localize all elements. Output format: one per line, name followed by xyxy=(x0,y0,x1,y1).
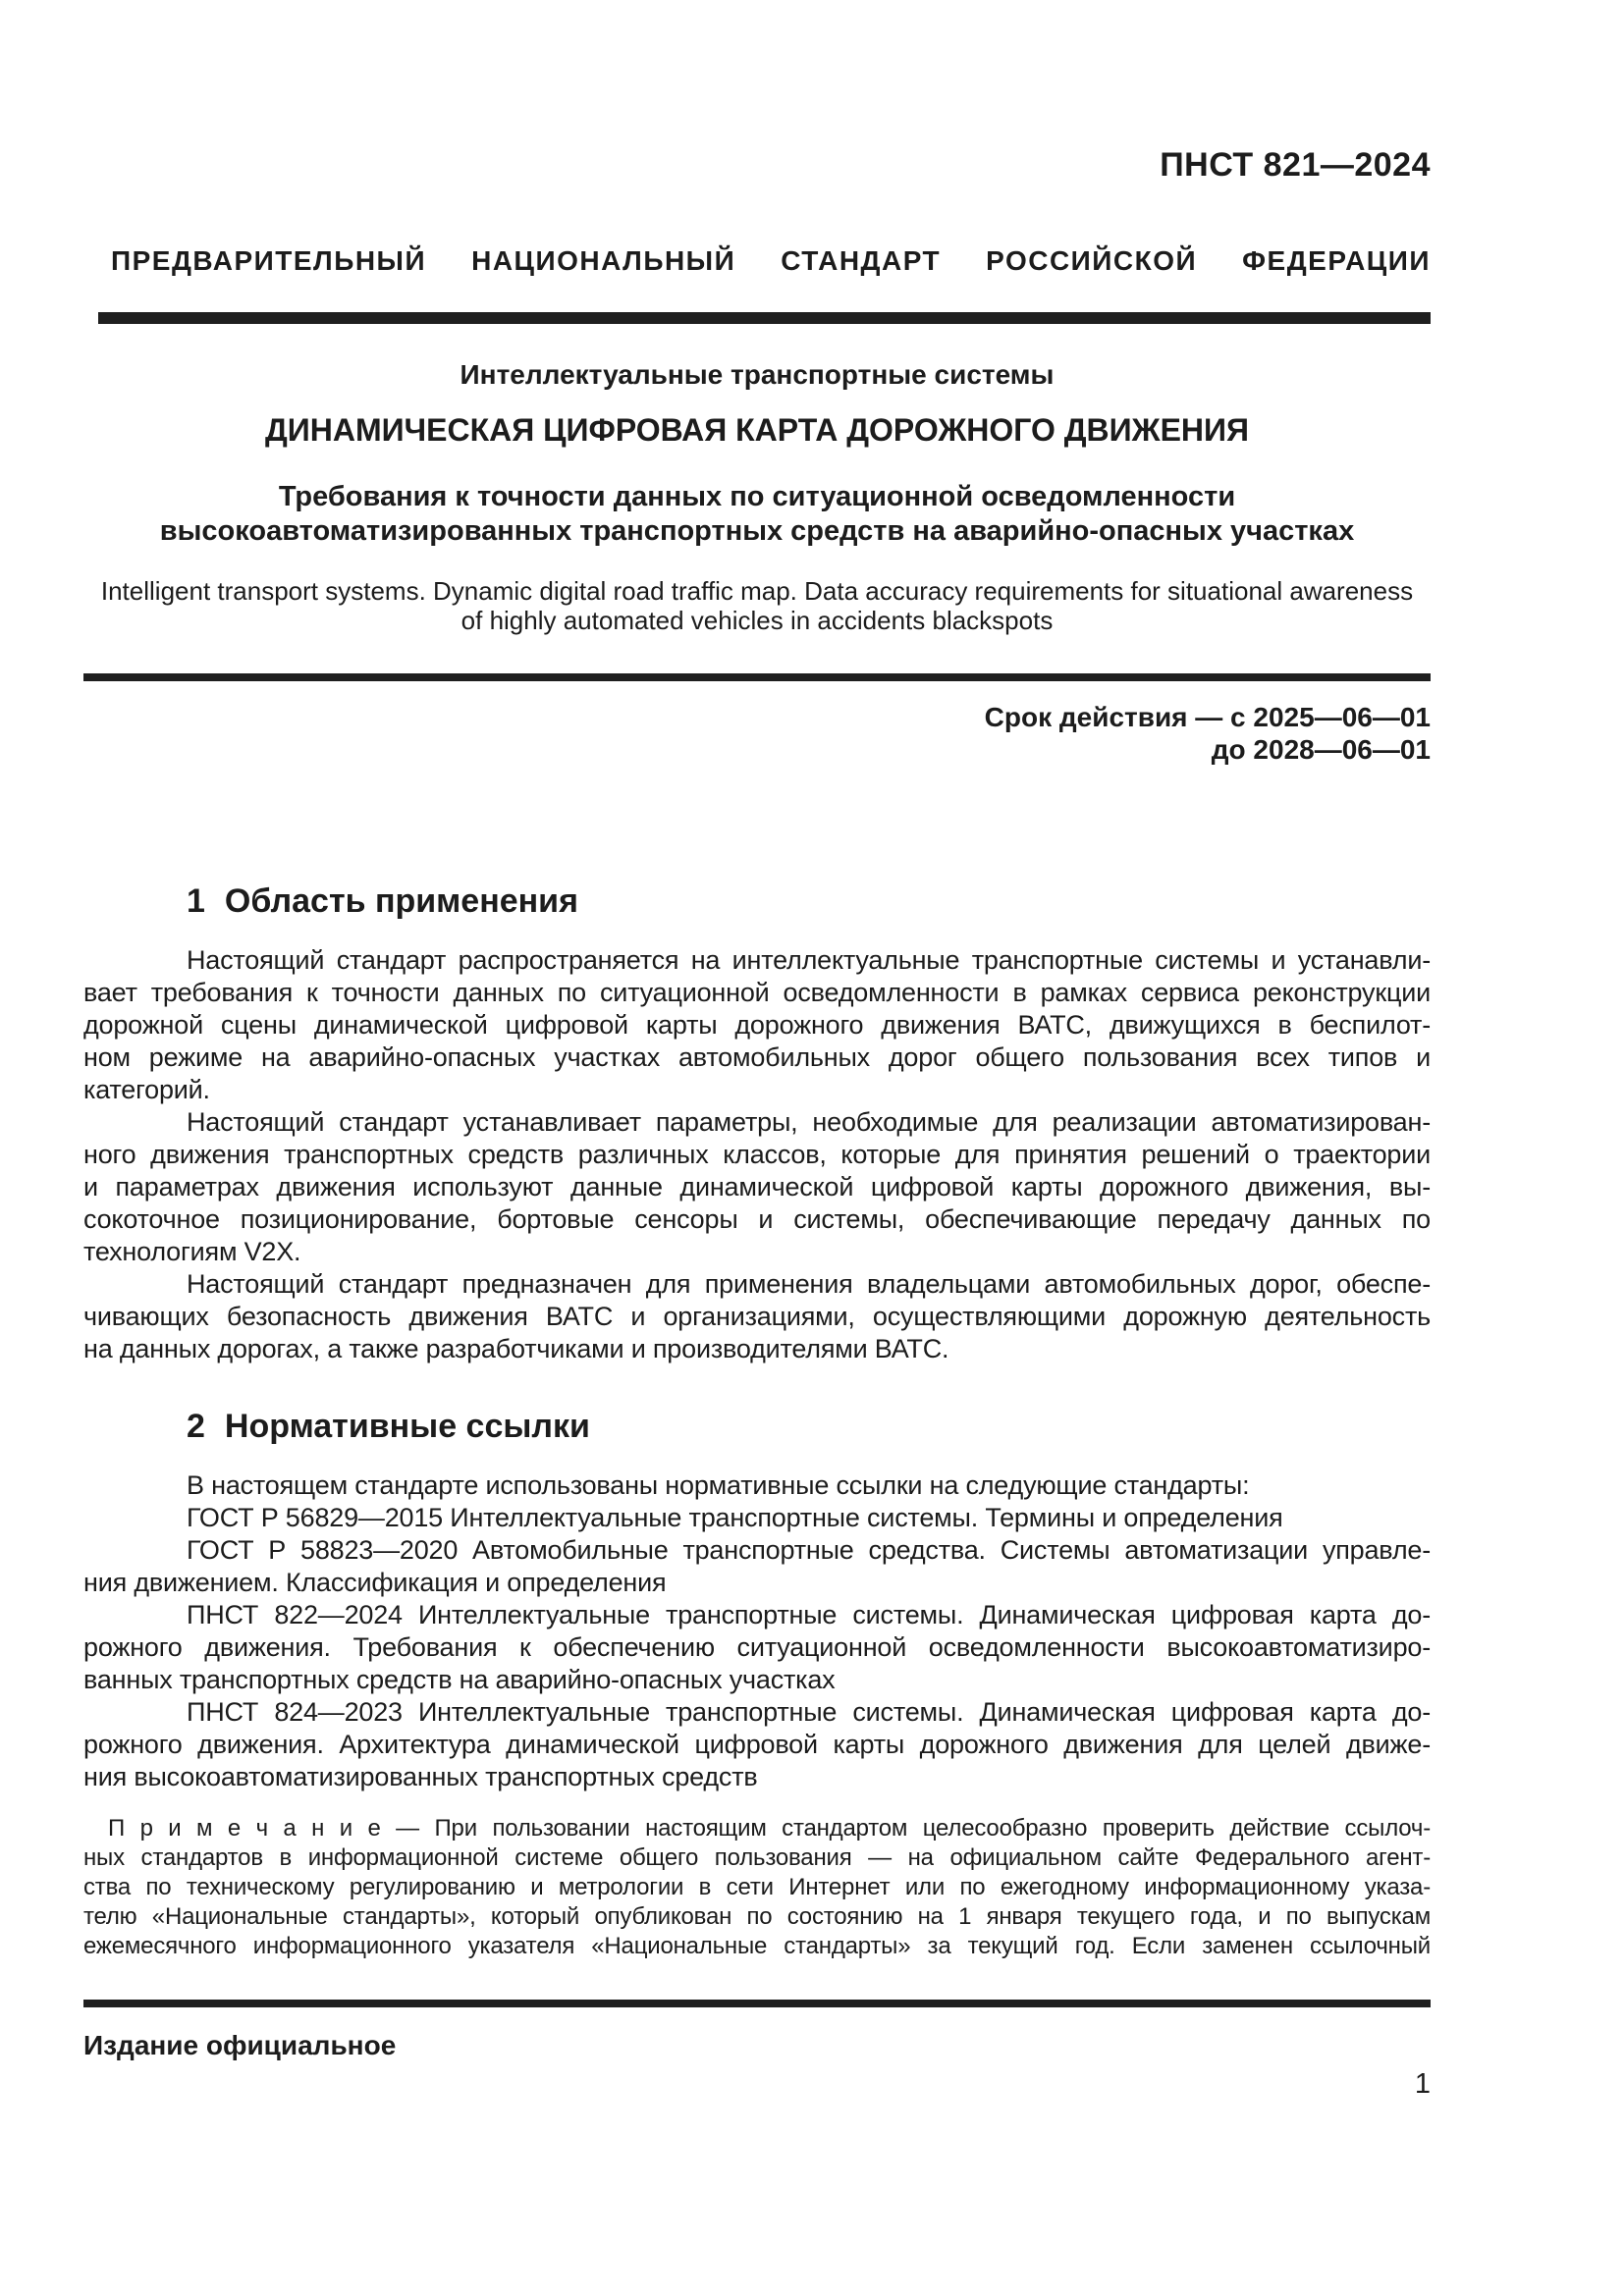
section-2-paragraph-1 xyxy=(83,1469,1431,1502)
section-1-heading xyxy=(187,882,578,921)
subject-domain: Интеллектуальные транспортные системы xyxy=(460,359,1055,390)
validity-from: Срок действия — с 2025—06—01 xyxy=(984,702,1431,732)
section-1-paragraph-2 xyxy=(83,1106,1431,1268)
text-line: категорий. xyxy=(83,1075,210,1104)
text-line: ванных транспортных средств на аварийно-опасных участках xyxy=(83,1665,836,1694)
section-1-number: 1 xyxy=(187,882,205,920)
text-line: рожного движения. Архитектура динамической цифровой карты дорожного движения для целей движе- xyxy=(83,1730,1431,1759)
text-line: ПНСТ 824—2023 Интеллектуальные транспортные системы. Динамическая цифровая карта до- xyxy=(187,1697,1431,1727)
text-line: и параметрах движения используют данные динамической цифровой карты дорожного движения, вы- xyxy=(83,1172,1431,1201)
text-line: П р и м е ч а н и е — При пользовании настоящим стандартом целесообразно проверить действие ссылоч- xyxy=(108,1815,1431,1842)
section-2-reference-pnst-822 xyxy=(83,1599,1431,1696)
standard-type-banner: ПРЕДВАРИТЕЛЬНЫЙ НАЦИОНАЛЬНЫЙ СТАНДАРТ РОССИЙСКОЙ ФЕДЕРАЦИИ xyxy=(111,245,1431,276)
english-title-line2: of highly automated vehicles in accidents blackspots xyxy=(460,606,1054,635)
section-1-paragraph-3 xyxy=(83,1268,1431,1365)
section-2-reference-pnst-824 xyxy=(83,1696,1431,1793)
validity-period xyxy=(985,701,1431,766)
page-number: 1 xyxy=(1414,2068,1431,2100)
document-subtitle-line1: Требования к точности данных по ситуационной осведомленности xyxy=(278,481,1236,512)
document-subtitle-line2: высокоавтоматизированных транспортных средств на аварийно-опасных участках xyxy=(159,515,1355,547)
document-title: ДИНАМИЧЕСКАЯ ЦИФРОВАЯ КАРТА ДОРОЖНОГО ДВИЖЕНИЯ xyxy=(264,412,1250,448)
section-2-heading xyxy=(187,1408,590,1446)
text-line: Настоящий стандарт устанавливает параметры, необходимые для реализации автоматизирован- xyxy=(187,1107,1431,1137)
english-title-line1: Intelligent transport systems. Dynamic digital road traffic map. Data accuracy requirements for situational awareness xyxy=(100,576,1414,606)
text-line: дорожной сцены динамической цифровой карты дорожного движения ВАТС, движущихся в беспилот- xyxy=(83,1010,1431,1040)
text-line: ства по техническому регулированию и метрологии в сети Интернет или по ежегодному информационному указа- xyxy=(83,1874,1431,1900)
text-line: ного движения транспортных средств различных классов, которые для принятия решений о траектории xyxy=(83,1140,1431,1169)
section-2-title: Нормативные ссылки xyxy=(224,1408,590,1445)
text-line: ГОСТ Р 58823—2020 Автомобильные транспортные средства. Системы автоматизации управле- xyxy=(187,1535,1431,1565)
horizontal-rule-title-bottom xyxy=(83,673,1431,681)
text-line: ных стандартов в информационной системе общего пользования — на официальном сайте Федерального агент- xyxy=(83,1844,1431,1871)
text-line: технологиям V2X. xyxy=(83,1237,301,1266)
section-1-paragraph-1 xyxy=(83,944,1431,1106)
horizontal-rule-top xyxy=(98,312,1431,324)
section-1-title: Область применения xyxy=(224,882,578,920)
section-2-note xyxy=(83,1814,1431,1961)
text-line: чивающих безопасность движения ВАТС и организациями, осуществляющими дорожную деятельность xyxy=(83,1302,1431,1331)
text-line: ном режиме на аварийно-опасных участках автомобильных дорог общего пользования всех типов и xyxy=(83,1042,1431,1072)
text-line: ПНСТ 822—2024 Интеллектуальные транспортные системы. Динамическая цифровая карта до- xyxy=(187,1600,1431,1629)
text-line: телю «Национальные стандарты», который опубликован по состоянию на 1 января текущего года, и по выпускам xyxy=(83,1903,1431,1930)
text-line: ежемесячного информационного указателя «Национальные стандарты» за текущий год. Если заменен ссылочный xyxy=(83,1933,1431,1959)
document-code: ПНСТ 821—2024 xyxy=(1160,146,1431,184)
text-line: ния движением. Классификация и определения xyxy=(83,1568,667,1597)
official-edition-label: Издание официальное xyxy=(83,2030,397,2060)
text-line: сокоточное позиционирование, бортовые сенсоры и системы, обеспечивающие передачу данных по xyxy=(83,1204,1431,1234)
text-line: рожного движения. Требования к обеспечению ситуационной осведомленности высокоавтоматизиро- xyxy=(83,1632,1431,1662)
section-2-number: 2 xyxy=(187,1408,205,1445)
text-line: Настоящий стандарт распространяется на интеллектуальные транспортные системы и устанавли- xyxy=(187,945,1431,975)
text-line: вает требования к точности данных по ситуационной осведомленности в рамках сервиса реконструкции xyxy=(83,978,1431,1007)
text-line: Настоящий стандарт предназначен для применения владельцами автомобильных дорог, обеспе- xyxy=(187,1269,1431,1299)
text-line: ния высокоавтоматизированных транспортных средств xyxy=(83,1762,758,1791)
horizontal-rule-footer xyxy=(83,2000,1431,2007)
text-line: В настоящем стандарте использованы нормативные ссылки на следующие стандарты: xyxy=(187,1470,1250,1500)
text-line: ГОСТ Р 56829—2015 Интеллектуальные транспортные системы. Термины и определения xyxy=(187,1503,1283,1532)
section-2-reference-gost-58823 xyxy=(83,1534,1431,1599)
section-2-reference-gost-56829 xyxy=(83,1502,1431,1534)
text-line: на данных дорогах, а также разработчиками и производителями ВАТС. xyxy=(83,1334,949,1363)
validity-to: до 2028—06—01 xyxy=(1211,734,1431,765)
